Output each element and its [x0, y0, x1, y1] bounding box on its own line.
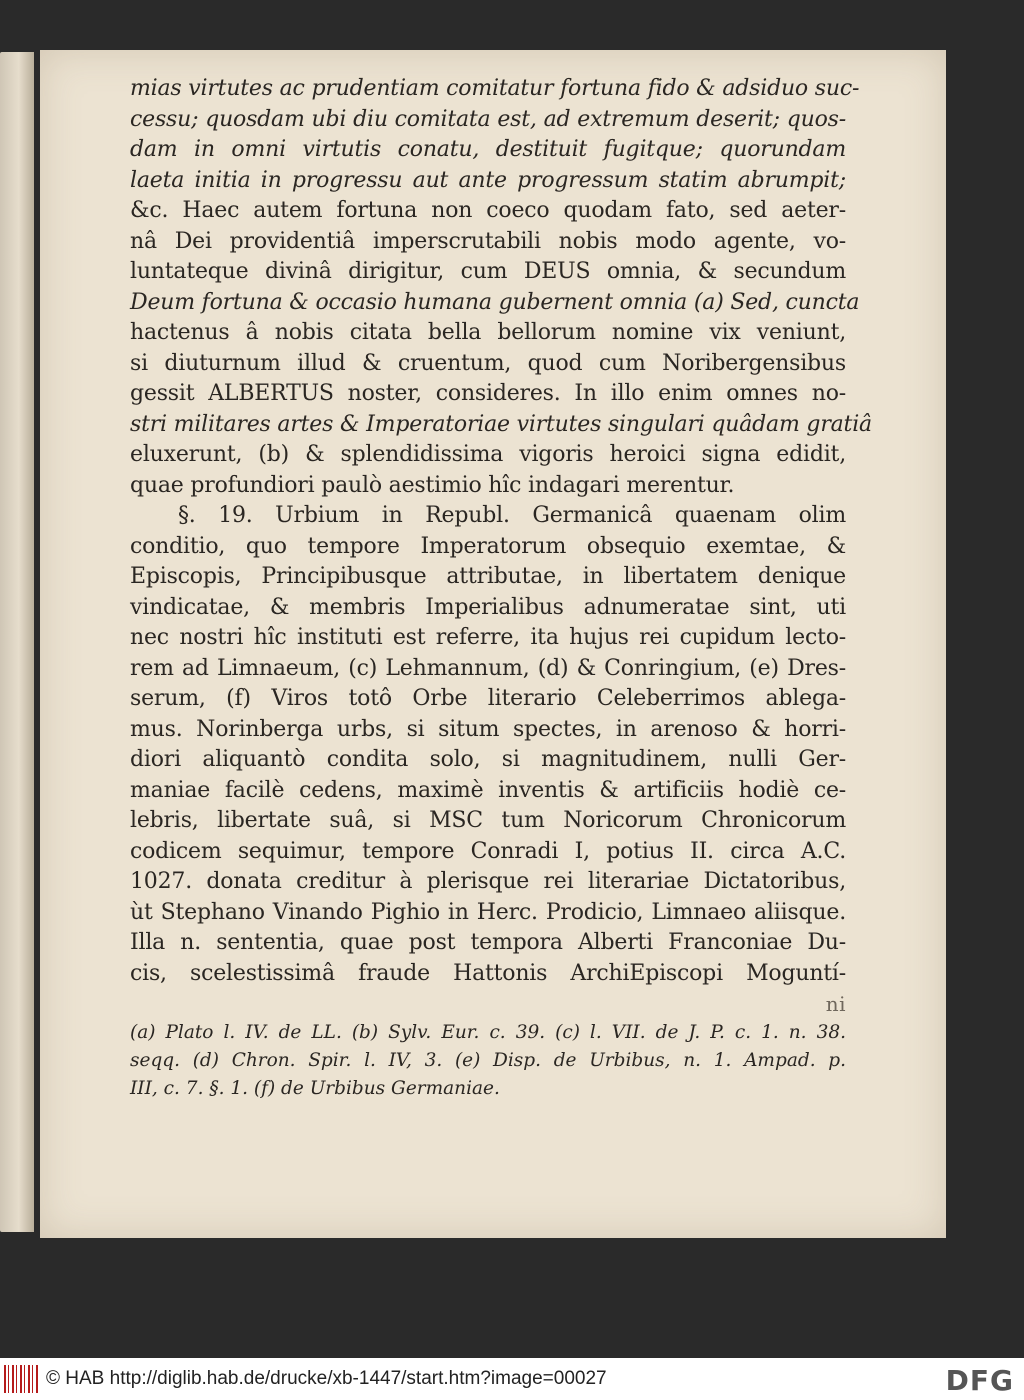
book-page: [40, 50, 946, 1238]
text-line: quae profundiori paulò aestimio hîc indagari merentur.: [130, 472, 735, 498]
text-line: Episcopis, Principibusque attributae, in libertatem denique: [130, 564, 846, 589]
text-line: luntateque divinâ dirigitur, cum DEUS omnia, & secundum: [130, 259, 846, 284]
dfg-logo: DFG: [945, 1364, 1014, 1397]
text-line: 1027. donata creditur à plerisque rei literariae Dictatoribus,: [130, 869, 846, 894]
text-line: nâ Dei providentiâ imperscrutabili nobis modo agente, vo-: [130, 228, 846, 254]
source-credit: © HAB http://diglib.hab.de/drucke/xb-1447/start.htm?image=00027: [46, 1368, 607, 1389]
text-line: lebris, libertate suâ, si MSC tum Noricorum Chronicorum: [130, 808, 846, 833]
text-line: cis, scelestissimâ fraude Hattonis ArchiEpiscopi Moguntí-: [130, 960, 846, 986]
text-line: eluxerunt, (b) & splendidissima vigoris heroici signa edidit,: [130, 442, 846, 467]
text-line: Deum fortuna & occasio humana gubernent omnia (a) Sed, cuncta: [130, 289, 860, 315]
text-line: codicem sequimur, tempore Conradi I, potius II. circa A.C.: [130, 838, 846, 864]
text-line: cessu; quosdam ubi diu comitata est, ad extremum deserit; quos-: [130, 106, 846, 132]
text-line: gessit ALBERTUS noster, consideres. In illo enim omnes no-: [130, 381, 846, 406]
text-line: &c. Haec autem fortuna non coeco quodam fato, sed aeter-: [130, 198, 846, 223]
footnote-line: III, c. 7. §. 1. (f) de Urbibus Germaniae.: [130, 1078, 500, 1099]
page-text: [130, 74, 872, 1103]
text-line: diori aliquantò condita solo, si magnitudinem, nulli Ger-: [130, 747, 846, 772]
text-line: maniae facilè cedens, maximè inventis & artificiis hodiè ce-: [130, 777, 846, 803]
text-line: mus. Norinberga urbs, si situm spectes, in arenoso & horri-: [130, 716, 846, 742]
barcode-icon: [4, 1365, 38, 1393]
text-line: conditio, quo tempore Imperatorum obsequio exemtae, &: [130, 533, 846, 559]
text-line: rem ad Limnaeum, (c) Lehmannum, (d) & Conringium, (e) Dres-: [130, 655, 846, 681]
text-line: nec nostri hîc instituti est referre, ita hujus rei cupidum lecto-: [130, 625, 846, 650]
section-heading-line: §. 19. Urbium in Republ. Germanicâ quaenam olim: [178, 503, 846, 528]
footnote-line: (a) Plato l. IV. de LL. (b) Sylv. Eur. c. 39. (c) l. VII. de J. P. c. 1. n. 38.: [130, 1022, 846, 1043]
text-line: mias virtutes ac prudentiam comitatur fortuna fido & adsiduo suc-: [130, 76, 860, 101]
text-line: Illa n. sententia, quae post tempora Alberti Franconiae Du-: [130, 930, 846, 955]
text-line: stri militares artes & Imperatoriae virtutes singulari quâdam gratiâ: [130, 411, 872, 437]
catchword: ni: [825, 992, 846, 1016]
text-line: serum, (f) Viros totô Orbe literario Celeberrimos ablega-: [130, 686, 846, 711]
footer-bar: [0, 1358, 1024, 1400]
text-line: hactenus â nobis citata bella bellorum nomine vix veniunt,: [130, 320, 846, 345]
footnote-line: seqq. (d) Chron. Spir. l. IV, 3. (e) Disp. de Urbibus, n. 1. Ampad. p.: [130, 1050, 846, 1071]
text-line: ùt Stephano Vinando Pighio in Herc. Prodicio, Limnaeo aliisque.: [130, 899, 846, 925]
text-line: vindicatae, & membris Imperialibus adnumeratae sint, uti: [130, 594, 846, 620]
text-line: laeta initia in progressu aut ante progressum statim abrumpit;: [130, 167, 846, 193]
text-line: si diuturnum illud & cruentum, quod cum Noribergensibus: [130, 350, 846, 376]
previous-page-edge: [0, 52, 34, 1232]
text-line: dam in omni virtutis conatu, destituit fugitque; quorundam: [130, 137, 846, 162]
